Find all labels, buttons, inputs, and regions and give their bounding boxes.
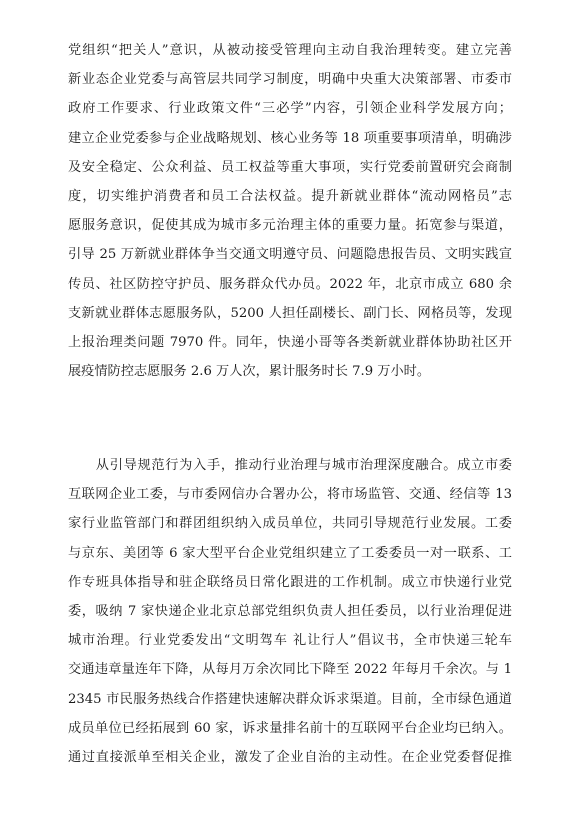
paragraph-2 bbox=[68, 451, 512, 772]
text-line: 交通违章量连年下降，从每月万余次同比下降至 2022 年每月千余次。与 1 bbox=[68, 662, 512, 678]
text-line: 家行业监管部门和群团组织纳入成员单位，共同引导规范行业发展。工委 bbox=[68, 516, 512, 532]
document-page bbox=[68, 0, 512, 818]
text-line: 度，切实维护消费者和员工合法权益。提升新就业群体“流动网格员”志 bbox=[68, 188, 512, 204]
text-line: 党组织“把关人”意识，从被动接受管理向主动自我治理转变。建立完善 bbox=[68, 43, 512, 58]
text-line: 政府工作要求、行业政策文件“三必学”内容，引领企业科学发展方向； bbox=[68, 101, 512, 117]
text-line: 2345 市民服务热线合作搭建快速解决群众诉求渠道。目前，全市绿色通道 bbox=[68, 691, 512, 707]
text-line: 互联网企业工委，与市委网信办合署办公，将市场监管、交通、经信等 13 bbox=[68, 487, 512, 503]
text-line: 引导 25 万新就业群体争当交通文明遵守员、问题隐患报告员、文明实践宣 bbox=[68, 247, 512, 263]
text-line: 通过直接派单至相关企业，激发了企业自治的主动性。在企业党委督促推 bbox=[68, 749, 512, 765]
text-line: 成员单位已经拓展到 60 家，诉求量排名前十的互联网平台企业均已纳入。 bbox=[68, 720, 512, 736]
text-line: 从引导规范行为入手，推动行业治理与城市治理深度融合。成立市委 bbox=[68, 458, 512, 473]
text-line: 愿服务意识，促使其成为城市多元治理主体的重要力量。拓宽参与渠道， bbox=[68, 218, 512, 234]
text-line: 建立企业党委参与企业战略规划、核心业务等 18 项重要事项清单，明确涉 bbox=[68, 130, 512, 146]
text-line: 支新就业群体志愿服务队，5200 人担任副楼长、副门长、网格员等，发现 bbox=[68, 305, 512, 321]
text-line: 新业态企业党委与高管层共同学习制度，明确中央重大决策部署、市委市 bbox=[68, 72, 512, 88]
text-line: 上报治理类问题 7970 件。同年，快递小哥等各类新就业群体协助社区开 bbox=[68, 334, 512, 350]
text-line: 与京东、美团等 6 家大型平台企业党组织建立了工委委员一对一联系、工 bbox=[68, 545, 512, 561]
text-line: 展疫情防控志愿服务 2.6 万人次，累计服务时长 7.9 万小时。 bbox=[68, 364, 431, 380]
text-line: 作专班具体指导和驻企联络员日常化跟进的工作机制。成立市快递行业党 bbox=[68, 574, 512, 590]
text-line: 委，吸纳 7 家快递企业北京总部党组织负责人担任委员，以行业治理促进 bbox=[68, 603, 512, 619]
text-line: 及安全稳定、公众利益、员工权益等重大事项，实行党委前置研究会商制 bbox=[68, 159, 512, 175]
paragraph-1 bbox=[68, 36, 512, 386]
text-line: 传员、社区防控守护员、服务群众代办员。2022 年，北京市成立 680 余 bbox=[68, 276, 512, 292]
text-line: 城市治理。行业党委发出“文明驾车 礼让行人”倡议书，全市快递三轮车 bbox=[68, 633, 512, 649]
